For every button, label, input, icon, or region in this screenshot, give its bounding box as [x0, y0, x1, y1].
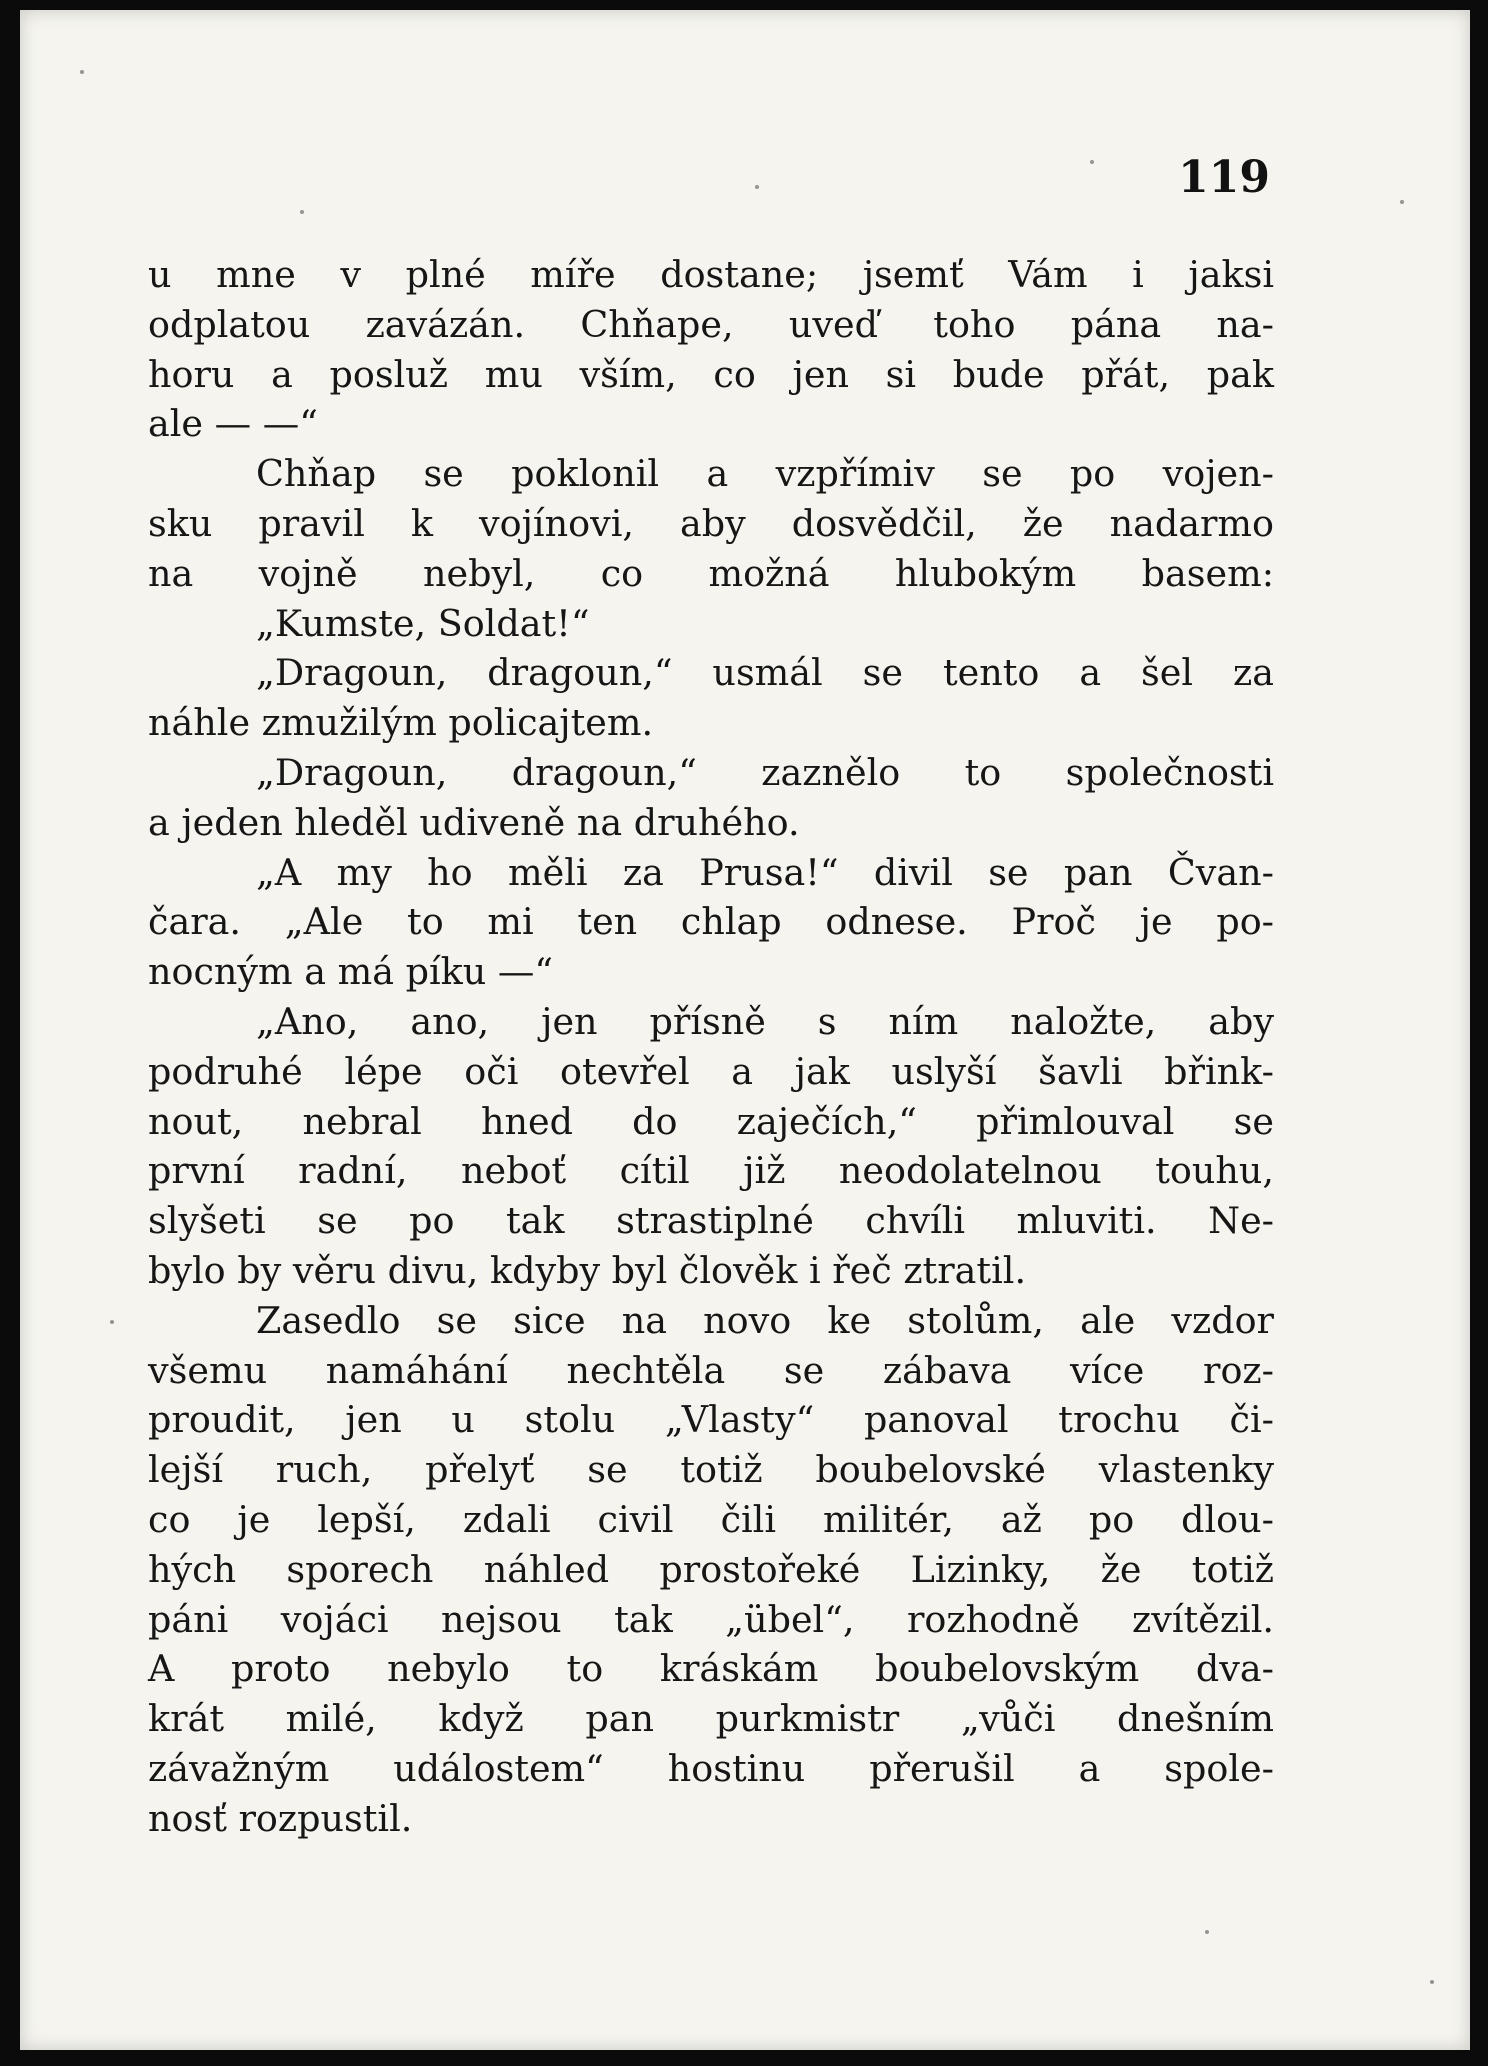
paper-speck: [300, 210, 304, 214]
book-page: [20, 10, 1470, 2050]
text-line: co je lepší, zdali civil čili militér, až po dlou-: [148, 1497, 1274, 1541]
text-line: nout, nebral hned do zaječích,“ přimlouval se: [148, 1099, 1274, 1143]
text-line: na vojně nebyl, co možná hlubokým basem:: [148, 551, 1274, 595]
text-line: „Ano, ano, jen přísně s ním naložte, aby: [256, 999, 1274, 1043]
text-line: sku pravil k vojínovi, aby dosvědčil, že nadarmo: [148, 501, 1274, 545]
paper-speck: [110, 1320, 114, 1324]
text-line: lejší ruch, přelyť se totiž boubelovské vlastenky: [148, 1448, 1274, 1492]
text-line: „Kumste, Soldat!“: [256, 601, 590, 645]
text-line: bylo by věru divu, kdyby byl člověk i řeč ztratil.: [148, 1248, 1027, 1292]
text-line: nocným a má píku —“: [148, 950, 554, 994]
text-line: u mne v plné míře dostane; jsemť Vám i jaksi: [148, 253, 1274, 296]
text-line: horu a posluž mu vším, co jen si bude přát, pak: [148, 352, 1274, 396]
text-line: „A my ho měli za Prusa!“ divil se pan Čvan-: [256, 850, 1274, 894]
text-line: hých sporech náhled prostořeké Lizinky, že totiž: [148, 1547, 1274, 1591]
text-line: čara. „Ale to mi ten chlap odnese. Proč je po-: [148, 900, 1274, 944]
paper-speck: [1205, 1930, 1209, 1934]
paper-speck: [1400, 200, 1404, 204]
text-line: ale — —“: [148, 402, 318, 446]
page-number: 119: [1178, 152, 1270, 203]
text-line: náhle zmužilým policajtem.: [148, 701, 654, 745]
text-line: páni vojáci nejsou tak „übel“, rozhodně zvítězil.: [148, 1597, 1274, 1641]
paper-speck: [1430, 1980, 1434, 1984]
text-line: A proto nebylo to kráskám boubelovským dva-: [148, 1647, 1274, 1691]
text-line: „Dragoun, dragoun,“ usmál se tento a šel za: [256, 651, 1274, 695]
paper-speck: [80, 70, 84, 74]
text-line: Chňap se poklonil a vzpřímiv se po vojen-: [256, 452, 1274, 496]
text-line: slyšeti se po tak strastiplné chvíli mluviti. Ne-: [148, 1199, 1274, 1243]
text-line: všemu namáhání nechtěla se zábava více roz-: [148, 1348, 1274, 1392]
text-line: a jeden hleděl udiveně na druhého.: [148, 800, 800, 844]
text-line: první radní, neboť cítil již neodolatelnou touhu,: [148, 1149, 1274, 1193]
text-line: odplatou zavázán. Chňape, uveď toho pána na-: [148, 302, 1274, 346]
paper-speck: [1090, 160, 1094, 164]
text-line: Zasedlo se sice na novo ke stolům, ale vzdor: [256, 1298, 1274, 1342]
text-line: proudit, jen u stolu „Vlasty“ panoval trochu či-: [148, 1398, 1274, 1442]
text-line: podruhé lépe oči otevřel a jak uslyší šavli břink-: [148, 1049, 1274, 1093]
text-line: „Dragoun, dragoun,“ zaznělo to společnosti: [256, 750, 1274, 794]
text-line: nosť rozpustil.: [148, 1796, 413, 1840]
text-line: závažným událostem“ hostinu přerušil a spole-: [148, 1746, 1274, 1790]
text-line: krát milé, když pan purkmistr „vůči dnešním: [148, 1697, 1274, 1741]
paper-speck: [755, 185, 759, 189]
body-text: [148, 250, 1274, 1844]
